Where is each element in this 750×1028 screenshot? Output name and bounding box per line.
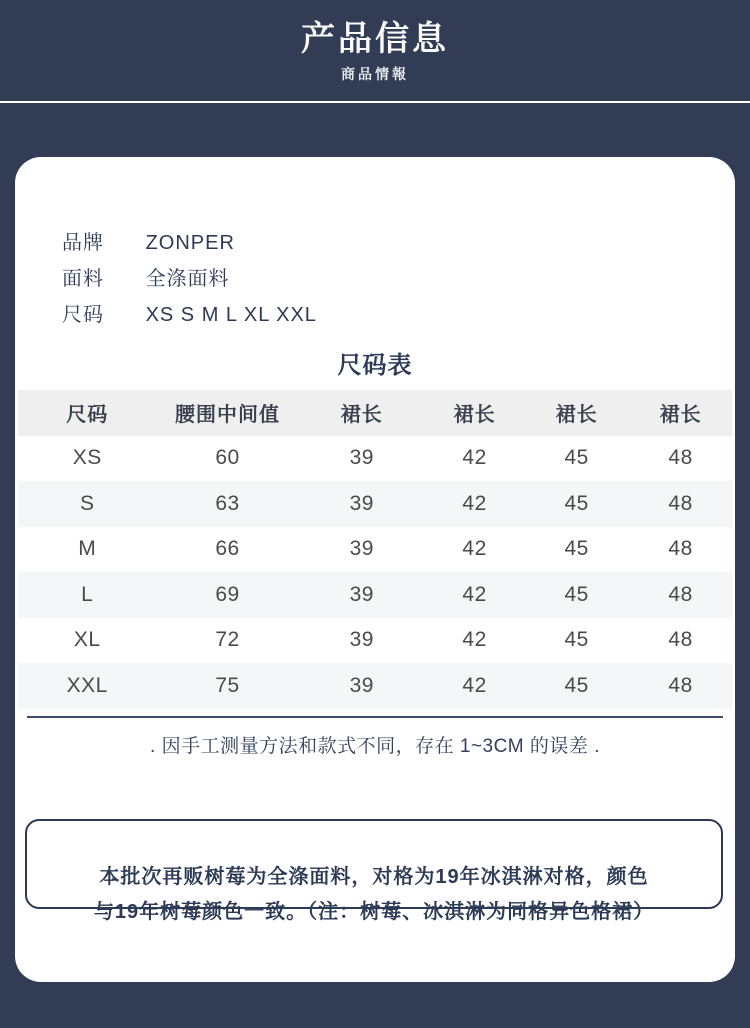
attribute-row-fabric <box>62 261 735 297</box>
size-cell: 66 <box>215 537 240 561</box>
size-cell: L <box>81 582 94 606</box>
size-cell: 39 <box>349 628 374 652</box>
size-row-xl <box>18 618 732 664</box>
page-subtitle: 商品情報 <box>341 66 409 82</box>
size-cell: 39 <box>349 446 374 470</box>
size-cell: 45 <box>564 446 589 470</box>
size-cell: 69 <box>215 582 240 606</box>
size-row-m <box>18 527 732 573</box>
size-cell: 45 <box>564 628 589 652</box>
size-row-xxl <box>18 663 732 709</box>
column-header-skirt-length-4: 裙长 <box>629 390 732 436</box>
size-cell: 42 <box>462 537 487 561</box>
size-chart-header-row <box>18 390 732 436</box>
size-cell: 45 <box>564 582 589 606</box>
info-card <box>15 157 735 982</box>
size-cell: 42 <box>462 446 487 470</box>
page-header <box>0 0 750 103</box>
size-chart-title: 尺码表 <box>337 352 413 379</box>
header-divider-line <box>0 101 750 103</box>
size-cell: M <box>78 537 97 561</box>
divider-line <box>27 716 723 718</box>
notice-line-2: 与19年树莓颜色一致。（注：树莓、冰淇淋为同格异色格裙） <box>93 900 655 923</box>
product-attributes <box>15 157 735 333</box>
size-cell: XS <box>72 446 102 470</box>
column-header-size: 尺码 <box>18 390 157 436</box>
size-cell: XXL <box>66 673 108 697</box>
attribute-row-brand <box>62 225 735 261</box>
size-cell: 42 <box>462 582 487 606</box>
size-row-xs <box>18 436 732 482</box>
size-cell: 48 <box>668 537 693 561</box>
size-cell: 48 <box>668 582 693 606</box>
notice-box <box>25 819 723 923</box>
size-cell: 39 <box>349 537 374 561</box>
size-cell: 45 <box>564 537 589 561</box>
size-row-l <box>18 572 732 618</box>
size-cell: 39 <box>349 491 374 515</box>
column-header-skirt-length-3: 裙长 <box>524 390 629 436</box>
size-chart-table <box>18 390 732 709</box>
size-cell: 48 <box>668 446 693 470</box>
size-cell: 72 <box>215 628 240 652</box>
size-label: 尺码 <box>62 304 104 326</box>
size-cell: 63 <box>215 491 240 515</box>
size-cell: 45 <box>564 491 589 515</box>
column-header-skirt-length-1: 裙长 <box>299 390 425 436</box>
size-cell: 48 <box>668 628 693 652</box>
fabric-value: 全涤面料 <box>145 268 230 290</box>
notice-line-1: 本批次再贩树莓为全涤面料，对格为19年冰淇淋对格，颜色 <box>99 865 649 888</box>
size-cell: 39 <box>349 582 374 606</box>
brand-label: 品牌 <box>62 232 104 254</box>
size-row-s <box>18 481 732 527</box>
fabric-label: 面料 <box>62 268 104 290</box>
measurement-note: . 因手工测量方法和款式不同，存在 1~3CM 的误差 . <box>150 735 600 757</box>
size-cell: 42 <box>462 628 487 652</box>
size-value: XS S M L XL XXL <box>145 304 317 326</box>
page-title: 产品信息 <box>301 20 449 58</box>
attribute-row-size <box>62 297 735 333</box>
size-cell: 39 <box>349 673 374 697</box>
size-cell: 42 <box>462 673 487 697</box>
size-cell: 48 <box>668 491 693 515</box>
size-cell: 48 <box>668 673 693 697</box>
size-cell: 75 <box>215 673 240 697</box>
brand-value: ZONPER <box>145 232 235 254</box>
size-cell: 60 <box>215 446 240 470</box>
size-cell: S <box>80 491 95 515</box>
size-cell: 42 <box>462 491 487 515</box>
column-header-skirt-length-2: 裙长 <box>425 390 524 436</box>
column-header-waist: 腰围中间值 <box>157 390 299 436</box>
size-cell: 45 <box>564 673 589 697</box>
size-cell: XL <box>73 628 101 652</box>
